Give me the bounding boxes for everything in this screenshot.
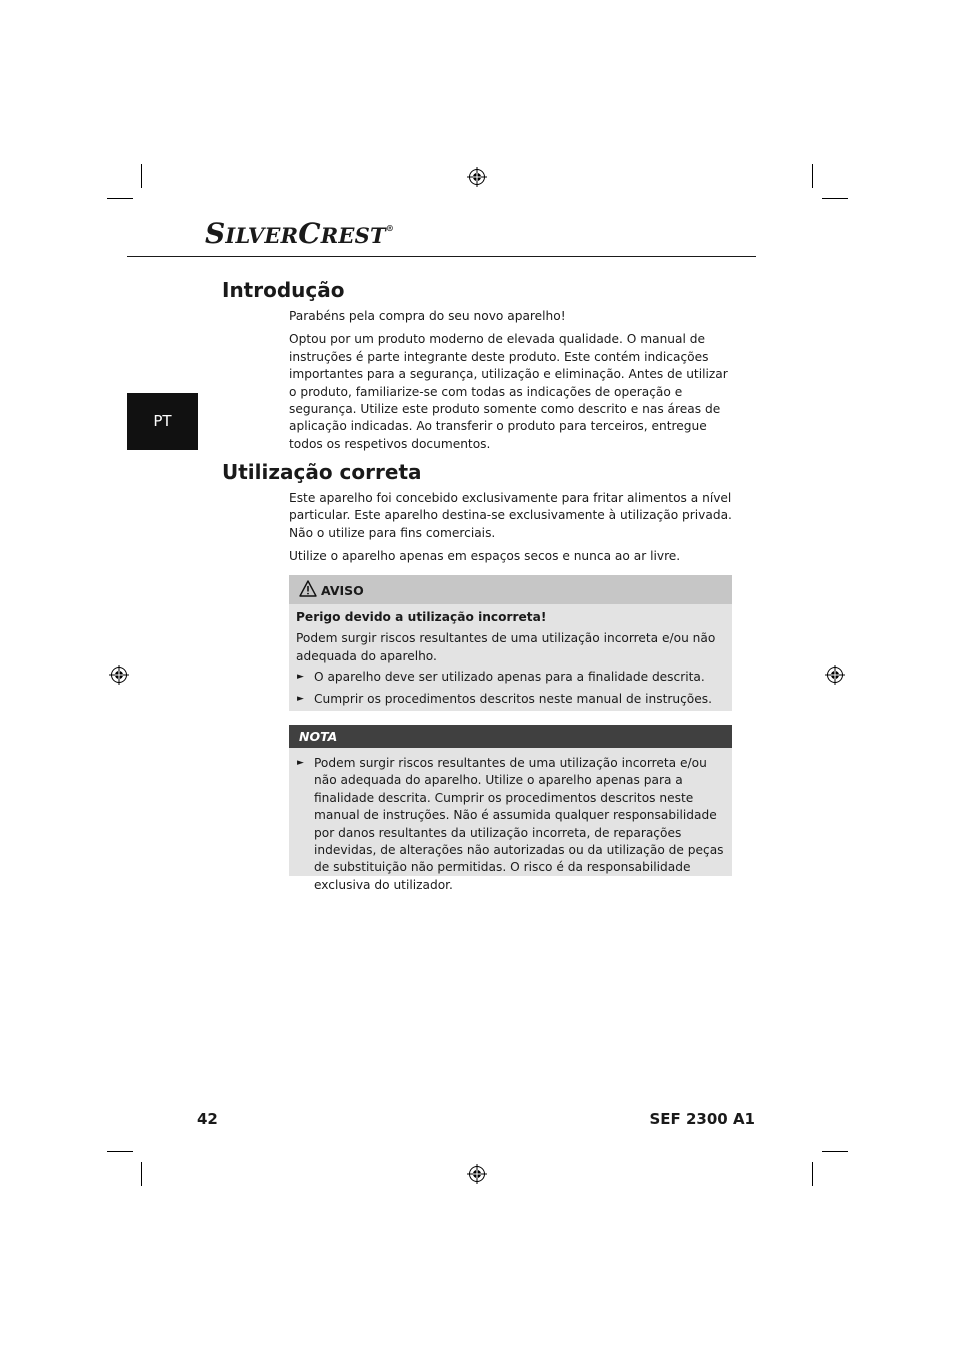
crop-mark [812,1162,813,1186]
crop-mark [107,1151,133,1152]
registration-mark-icon [467,167,487,187]
crop-mark [141,1162,142,1186]
logo-registered: ® [385,223,395,233]
logo-part: REST [320,223,386,248]
crop-mark [822,198,848,199]
section-title-usage: Utilização correta [222,460,422,484]
crop-mark [822,1151,848,1152]
registration-mark-icon [825,665,845,685]
list-item-text: Cumprir os procedimentos descritos neste manual de instruções. [314,691,712,706]
arrow-right-icon: ► [297,693,304,704]
list-item [296,691,725,708]
brand-logo [205,217,395,250]
logo-part: C [298,217,321,250]
page-number: 42 [197,1110,218,1128]
warning-box [289,575,732,711]
list-item [296,755,725,894]
section-title-intro: Introdução [222,278,345,302]
logo-part: S [205,217,226,250]
warning-heading: Perigo devido a utilização incorreta! [296,610,547,624]
usage-body [289,490,734,566]
warning-label: AVISO [321,583,364,598]
list-item-text: Podem surgir riscos resultantes de uma utilização incorreta e/ou não adequada do aparelho. Utilize o aparelho apenas para a finalidade descrita. Cumprir os procedimentos descritos neste manual de instruções. Não é assumida qualquer responsabilidade por danos resultantes da utilização incorreta, de reparações indevidas, de alterações não autorizadas ou da utilização de peças de substituição não permitidas. O risco é da responsabilidade exclusiva do utilizador. [314,756,724,892]
paragraph: Este aparelho foi concebido exclusivamente para fritar alimentos a nível particular. Este aparelho destina-se exclusivamente à utilização privada. Não o utilize para fins comerciais. [289,491,732,540]
arrow-right-icon: ► [297,758,304,768]
crop-mark [812,164,813,188]
logo-part: ILVER [225,223,299,248]
crop-mark [107,198,133,199]
note-header [289,725,732,748]
model-number: SEF 2300 A1 [649,1110,755,1128]
registration-mark-icon [109,665,129,685]
registration-mark-icon [467,1164,487,1184]
language-tab: PT [127,393,198,450]
paragraph: Utilize o aparelho apenas em espaços secos e nunca ao ar livre. [289,549,681,564]
crop-mark [141,164,142,188]
intro-body [289,308,734,453]
list-item [296,669,725,686]
arrow-right-icon: ► [297,672,304,683]
header-rule [127,256,756,257]
note-bullet-list [296,755,725,894]
note-label: NOTA [299,729,338,744]
list-item-text: O aparelho deve ser utilizado apenas para a finalidade descrita. [314,670,705,685]
warning-text: Podem surgir riscos resultantes de uma utilização incorreta e/ou não adequada do aparelho. [296,631,716,663]
warning-bullet-list [296,669,725,708]
paragraph: Optou por um produto moderno de elevada qualidade. O manual de instruções é parte integrante deste produto. Este contém indicações importantes para a segurança, utilização e eliminação. Antes de utilizar o produto, familiarize-se com todas as indicações de operação e segurança. Utilize este produto somente como descrito e nas áreas de aplicação indicadas. Ao transferir o produto para terceiros, entregue todos os respetivos documentos. [289,332,728,451]
warning-triangle-icon [299,580,317,597]
warning-content [289,604,732,708]
note-content [289,748,732,894]
paragraph: Parabéns pela compra do seu novo aparelho! [289,309,566,323]
note-box [289,725,732,892]
warning-header [289,575,732,604]
